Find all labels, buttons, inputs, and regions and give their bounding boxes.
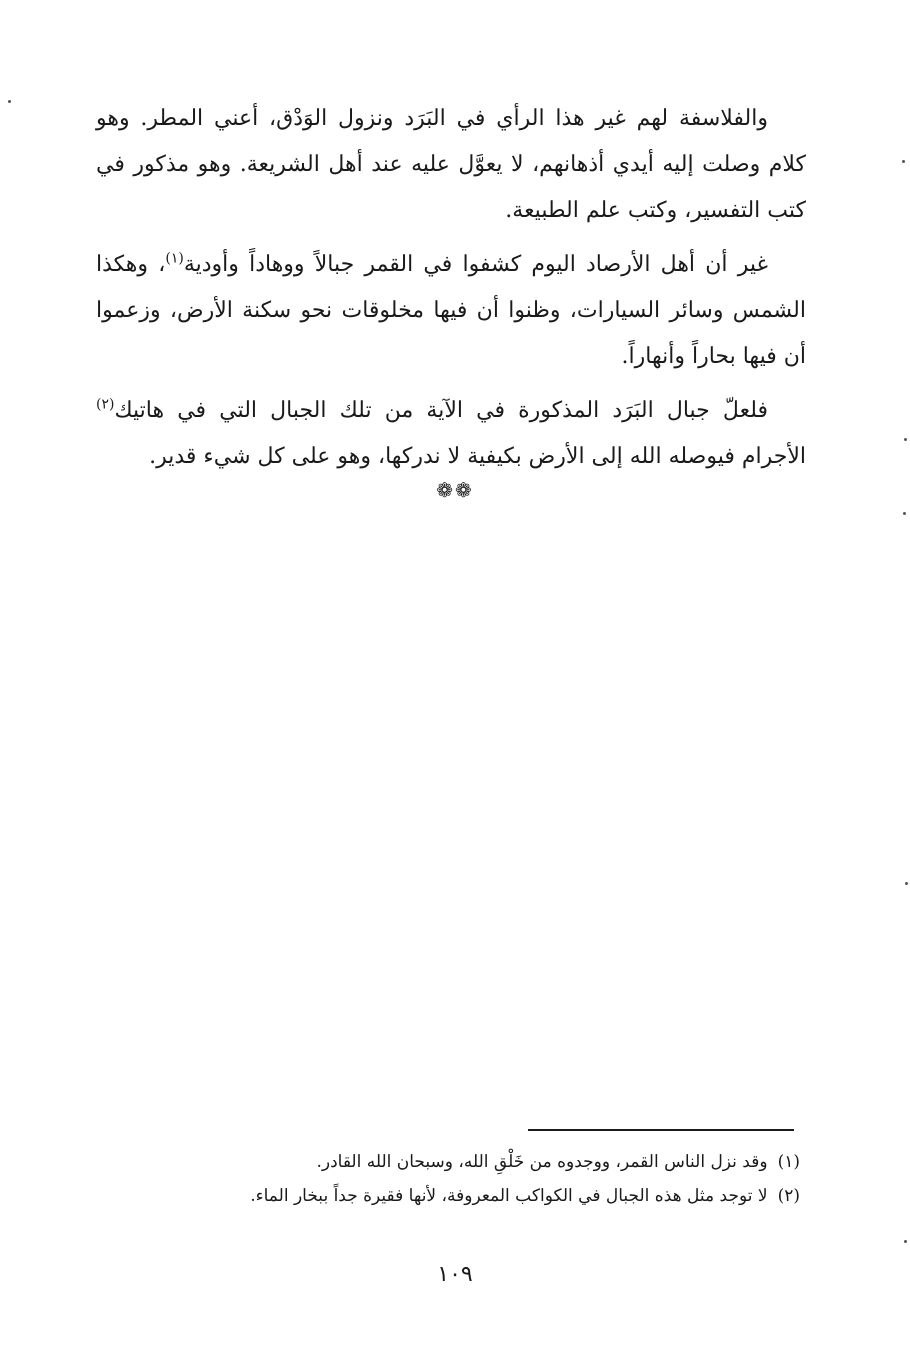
main-text — [96, 96, 806, 480]
footnote-2-text: لا توجد مثل هذه الجبال في الكواكب المعروفة، لأنها فقيرة جداً ببخار الماء. — [250, 1186, 768, 1206]
footnote-ref-1[interactable]: (١) — [165, 250, 184, 267]
paragraph-3-text-a: فلعلّ جبال البَرَد المذكورة في الآية من تلك الجبال التي في هاتيك — [114, 398, 768, 423]
scan-speck — [8, 100, 11, 103]
footnote-2-number: (٢) — [777, 1186, 800, 1206]
paragraph-2-text-a: غير أن أهل الأرصاد اليوم كشفوا في القمر جبالاً ووهاداً وأودية — [183, 252, 768, 277]
footnote-2 — [100, 1179, 800, 1213]
scan-speck — [905, 882, 908, 885]
paragraph-2 — [96, 242, 806, 380]
paragraph-3 — [96, 388, 806, 480]
paragraph-3-text-b: الأجرام فيوصله الله إلى الأرض بكيفية لا ندركها، وهو على كل شيء قدير. — [149, 444, 806, 469]
scan-speck — [902, 160, 905, 163]
paragraph-1-text: والفلاسفة لهم غير هذا الرأي في البَرَد ونزول الوَدْق، أعني المطر. وهو كلام وصلت إليه أيدي أذهانهم، لا يعوَّل عليه عند أهل الشريعة. وهو مذكور في كتب التفسير، وكتب علم الطبيعة. — [96, 106, 806, 223]
paragraph-1 — [96, 96, 806, 234]
footnotes — [100, 1145, 800, 1213]
paragraph-2-text-b: ، وهكذا الشمس وسائر السيارات، وظنوا أن فيها مخلوقات نحو سكنة الأرض، وزعموا أن فيها بحاراً وأنهاراً. — [96, 252, 806, 369]
scan-speck — [903, 512, 906, 515]
scan-speck — [904, 438, 907, 441]
footnote-ref-2[interactable]: (٢) — [96, 396, 115, 413]
footnote-1-number: (١) — [777, 1152, 800, 1172]
footnote-1 — [100, 1145, 800, 1179]
section-ornament-icon: ❁❁ — [436, 478, 474, 502]
scan-speck — [904, 1240, 907, 1243]
footnote-separator — [528, 1129, 794, 1131]
page-number: ١٠٩ — [437, 1262, 473, 1287]
footnote-1-text: وقد نزل الناس القمر، ووجدوه من خَلْقِ الله، وسبحان الله القادر. — [316, 1152, 768, 1172]
